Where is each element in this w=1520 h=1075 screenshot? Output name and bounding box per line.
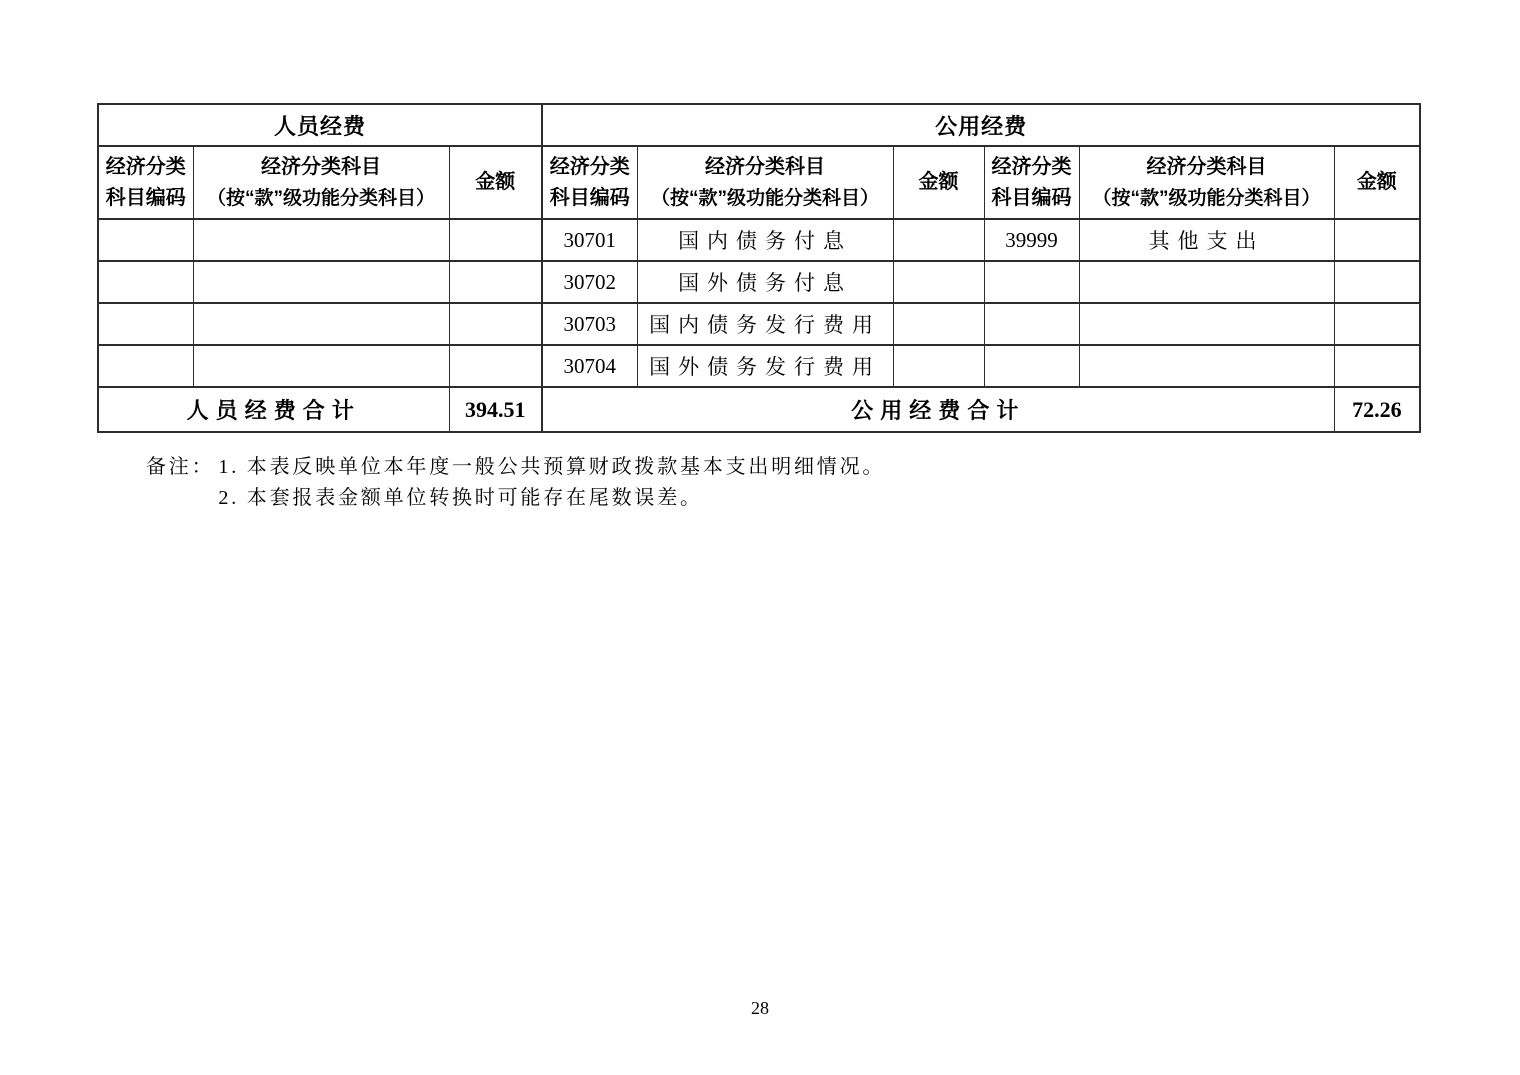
personnel-subject-cell (193, 261, 449, 303)
public-total-label: 公用经费合计 (542, 387, 1334, 432)
subject-header-line1: 经济分类科目 (705, 155, 826, 178)
public-col1-amount-cell (893, 345, 984, 387)
basic-expenditure-table (97, 103, 1421, 433)
table-column-header-row (98, 146, 1420, 219)
subject-header-line1: 经济分类科目 (1146, 155, 1267, 178)
public-col2-amount-cell (1334, 219, 1420, 261)
public-col2-code-cell (984, 261, 1079, 303)
public-col1-subject-header (637, 146, 893, 219)
code-header-line1: 经济分类 (549, 155, 630, 178)
public-expenses-group-header: 公用经费 (542, 104, 1420, 146)
personnel-total-label: 人员经费合计 (98, 387, 449, 432)
personnel-code-cell (98, 261, 193, 303)
public-col1-code-cell: 30701 (542, 219, 637, 261)
personnel-expenses-group-header: 人员经费 (98, 104, 542, 146)
personnel-code-header (98, 146, 193, 219)
subject-header-line2: （按“款”级功能分类科目） (1092, 187, 1321, 209)
code-header-line1: 经济分类 (991, 155, 1072, 178)
personnel-amount-header: 金额 (449, 146, 542, 219)
public-col1-code-cell: 30703 (542, 303, 637, 345)
table-totals-row (98, 387, 1420, 432)
personnel-code-cell (98, 345, 193, 387)
page-number: 28 (751, 998, 769, 1018)
public-col2-code-cell: 39999 (984, 219, 1079, 261)
public-col2-amount-cell (1334, 345, 1420, 387)
public-col1-amount-header: 金额 (893, 146, 984, 219)
personnel-subject-cell (193, 219, 449, 261)
personnel-amount-cell (449, 219, 542, 261)
personnel-amount-cell (449, 303, 542, 345)
personnel-subject-header (193, 146, 449, 219)
public-col2-subject-cell (1079, 261, 1334, 303)
subject-header-line2: （按“款”级功能分类科目） (206, 187, 435, 209)
public-col1-code-cell: 30702 (542, 261, 637, 303)
code-header-line2: 科目编码 (991, 186, 1072, 209)
code-header-line1: 经济分类 (105, 155, 186, 178)
public-col1-subject-cell: 国内债务付息 (637, 219, 893, 261)
table-row (98, 303, 1420, 345)
table-row (98, 219, 1420, 261)
public-col1-subject-cell: 国外债务发行费用 (637, 345, 893, 387)
notes-list (218, 452, 885, 514)
public-col2-subject-cell (1079, 345, 1334, 387)
code-header-line2: 科目编码 (549, 186, 630, 209)
notes-label: 备注： (146, 456, 215, 478)
public-col1-code-cell: 30704 (542, 345, 637, 387)
public-col1-amount-cell (893, 261, 984, 303)
note-item: 1. 本表反映单位本年度一般公共预算财政拨款基本支出明细情况。 (218, 456, 886, 478)
personnel-total-amount: 394.51 (449, 387, 542, 432)
subject-header-line1: 经济分类科目 (261, 155, 381, 178)
personnel-amount-cell (449, 261, 542, 303)
public-col2-code-cell (984, 303, 1079, 345)
personnel-subject-cell (193, 345, 449, 387)
public-col1-subject-cell: 国内债务发行费用 (637, 303, 893, 345)
table-group-header-row (98, 104, 1420, 146)
public-col2-subject-cell (1079, 303, 1334, 345)
public-col1-code-header (542, 146, 637, 219)
personnel-code-cell (98, 303, 193, 345)
public-col2-amount-cell (1334, 303, 1420, 345)
table-row (98, 261, 1420, 303)
public-col2-subject-cell: 其他支出 (1079, 219, 1334, 261)
public-col2-subject-header (1079, 146, 1334, 219)
personnel-code-cell (98, 219, 193, 261)
public-total-amount: 72.26 (1334, 387, 1420, 432)
public-col2-amount-cell (1334, 261, 1420, 303)
public-col2-code-cell (984, 345, 1079, 387)
personnel-subject-cell (193, 303, 449, 345)
public-col1-amount-cell (893, 303, 984, 345)
note-item: 2. 本套报表金额单位转换时可能存在尾数误差。 (218, 487, 703, 509)
notes-section (146, 452, 885, 514)
table-row (98, 345, 1420, 387)
public-col1-subject-cell: 国外债务付息 (637, 261, 893, 303)
personnel-amount-cell (449, 345, 542, 387)
subject-header-line2: （按“款”级功能分类科目） (651, 187, 880, 209)
code-header-line2: 科目编码 (105, 186, 186, 209)
public-col1-amount-cell (893, 219, 984, 261)
public-col2-amount-header: 金额 (1334, 146, 1420, 219)
public-col2-code-header (984, 146, 1079, 219)
